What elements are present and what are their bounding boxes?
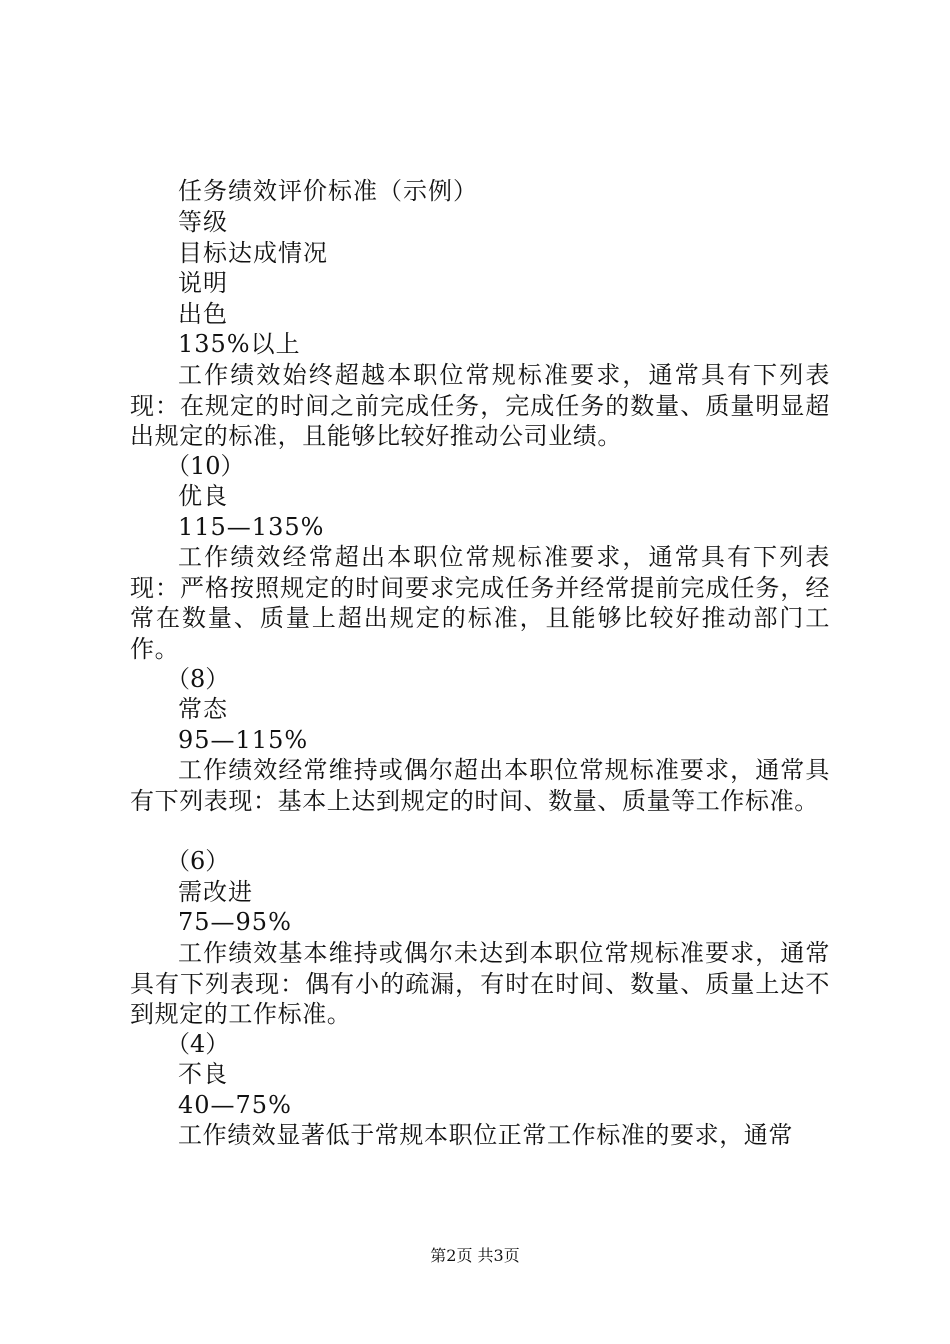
page-footer: 第2页 共3页 xyxy=(430,1246,520,1265)
level-grade: 不良 xyxy=(178,1060,228,1088)
level-grade: 出色 xyxy=(178,300,228,328)
level-score: （10） xyxy=(166,452,245,480)
level-description: 工作绩效始终超越本职位常规标准要求，通常具有下列表现：在规定的时间之前完成任务，完成任务的数量、质量明显超出规定的标准，且能够比较好推动公司业绩。 xyxy=(130,361,830,450)
level-description: 工作绩效经常维持或偶尔超出本职位常规标准要求，通常具有下列表现：基本上达到规定的时间、数量、质量等工作标准。 xyxy=(130,756,830,815)
header-grade: 等级 xyxy=(178,208,228,236)
level-grade: 常态 xyxy=(178,695,228,723)
level-range: 135%以上 xyxy=(178,330,301,358)
level-score: （8） xyxy=(166,665,230,693)
level-description: 工作绩效基本维持或偶尔未达到本职位常规标准要求，通常具有下列表现：偶有小的疏漏，有时在时间、数量、质量上达不到规定的工作标准。 xyxy=(130,939,830,1028)
level-range: 115—135% xyxy=(178,513,325,541)
header-description: 说明 xyxy=(178,269,228,297)
level-grade: 优良 xyxy=(178,482,228,510)
header-target: 目标达成情况 xyxy=(178,239,328,267)
level-grade: 需改进 xyxy=(178,878,253,906)
level-score: （6） xyxy=(166,847,230,875)
level-description: 工作绩效经常超出本职位常规标准要求，通常具有下列表现：严格按照规定的时间要求完成任务并经常提前完成任务，经常在数量、质量上超出规定的标准，且能够比较好推动部门工作。 xyxy=(130,543,830,663)
level-range: 95—115% xyxy=(178,726,309,754)
level-score: （4） xyxy=(166,1030,230,1058)
level-range: 75—95% xyxy=(178,908,292,936)
document-title: 任务绩效评价标准（示例） xyxy=(178,177,478,205)
level-description: 工作绩效显著低于常规本职位正常工作标准的要求，通常 xyxy=(178,1121,793,1149)
level-range: 40—75% xyxy=(178,1091,292,1119)
